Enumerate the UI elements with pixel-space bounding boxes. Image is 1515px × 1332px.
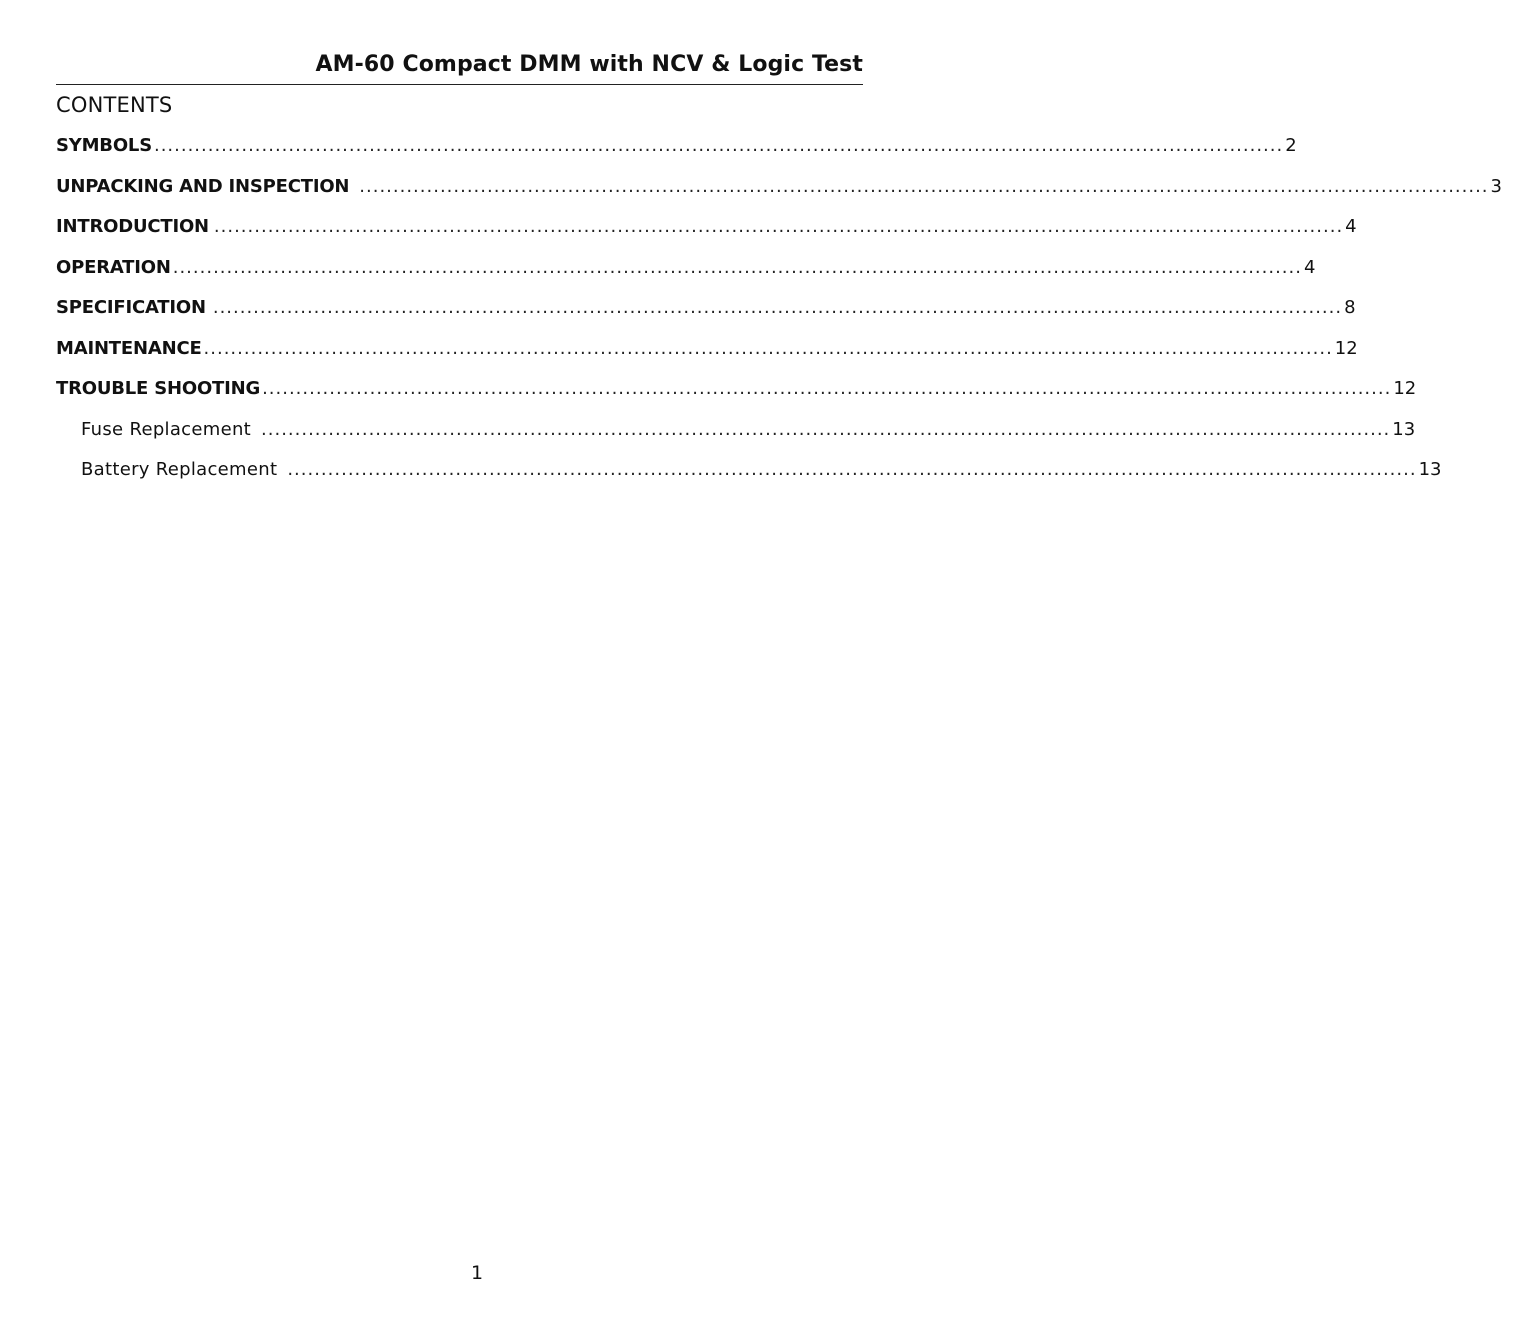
toc-entry-introduction[interactable]: [56, 216, 1357, 257]
page-number: 1: [470, 1262, 484, 1284]
toc-entry-operation[interactable]: [56, 256, 1316, 298]
toc-entry-page: 13: [1418, 459, 1442, 480]
toc-entry-page: 12: [1334, 337, 1358, 359]
dot-leader: ........................................................................................................................................................................: [287, 459, 1417, 480]
toc-entry-label: INTRODUCTION: [56, 216, 209, 237]
toc-entry-fuse-replacement[interactable]: [56, 418, 1416, 460]
toc-entry-page: 12: [1393, 378, 1417, 399]
toc-entry-label: Battery Replacement: [81, 459, 278, 480]
toc-entry-label: UNPACKING AND INSPECTION: [56, 175, 350, 197]
dot-leader: ........................................................................................................................................................................: [261, 418, 1391, 440]
dot-leader: ........................................................................................................................................................................: [262, 378, 1392, 399]
dot-leader: ........................................................................................................................................................................: [213, 216, 1344, 237]
toc-entry-maintenance[interactable]: [56, 337, 1358, 379]
toc-entry-page: 3: [1490, 175, 1502, 197]
toc-entry-specification[interactable]: [56, 297, 1356, 338]
toc-entry-label: SYMBOLS: [56, 135, 152, 156]
toc-entry-page: 13: [1392, 418, 1416, 440]
toc-entry-unpacking-and-inspection[interactable]: [56, 175, 1502, 217]
table-of-contents: [56, 135, 1502, 500]
dot-leader: ........................................................................................................................................................................: [212, 297, 1343, 318]
toc-entry-trouble-shooting[interactable]: [56, 378, 1417, 419]
document-title: AM-60 Compact DMM with NCV & Logic Test: [315, 52, 863, 77]
toc-entry-page: 4: [1345, 216, 1357, 237]
toc-entry-label: Fuse Replacement: [81, 418, 252, 440]
toc-entry-symbols[interactable]: [56, 135, 1297, 176]
toc-entry-label: SPECIFICATION: [56, 297, 206, 318]
toc-entry-page: 4: [1303, 256, 1316, 278]
dot-leader: ........................................................................................................................................................................: [359, 175, 1489, 197]
toc-entry-label: TROUBLE SHOOTING: [56, 378, 261, 399]
dot-leader: ........................................................................................................................................................................: [172, 256, 1302, 278]
dot-leader: ........................................................................................................................................................................: [203, 337, 1333, 359]
toc-entry-label: MAINTENANCE: [56, 337, 202, 359]
page-header: [56, 50, 863, 85]
toc-entry-battery-replacement[interactable]: [56, 459, 1442, 500]
toc-entry-label: OPERATION: [56, 256, 171, 278]
toc-entry-page: 8: [1344, 297, 1356, 318]
contents-heading: CONTENTS: [56, 93, 173, 117]
toc-entry-page: 2: [1285, 135, 1297, 156]
dot-leader: ........................................................................................................................................................................: [153, 135, 1284, 156]
